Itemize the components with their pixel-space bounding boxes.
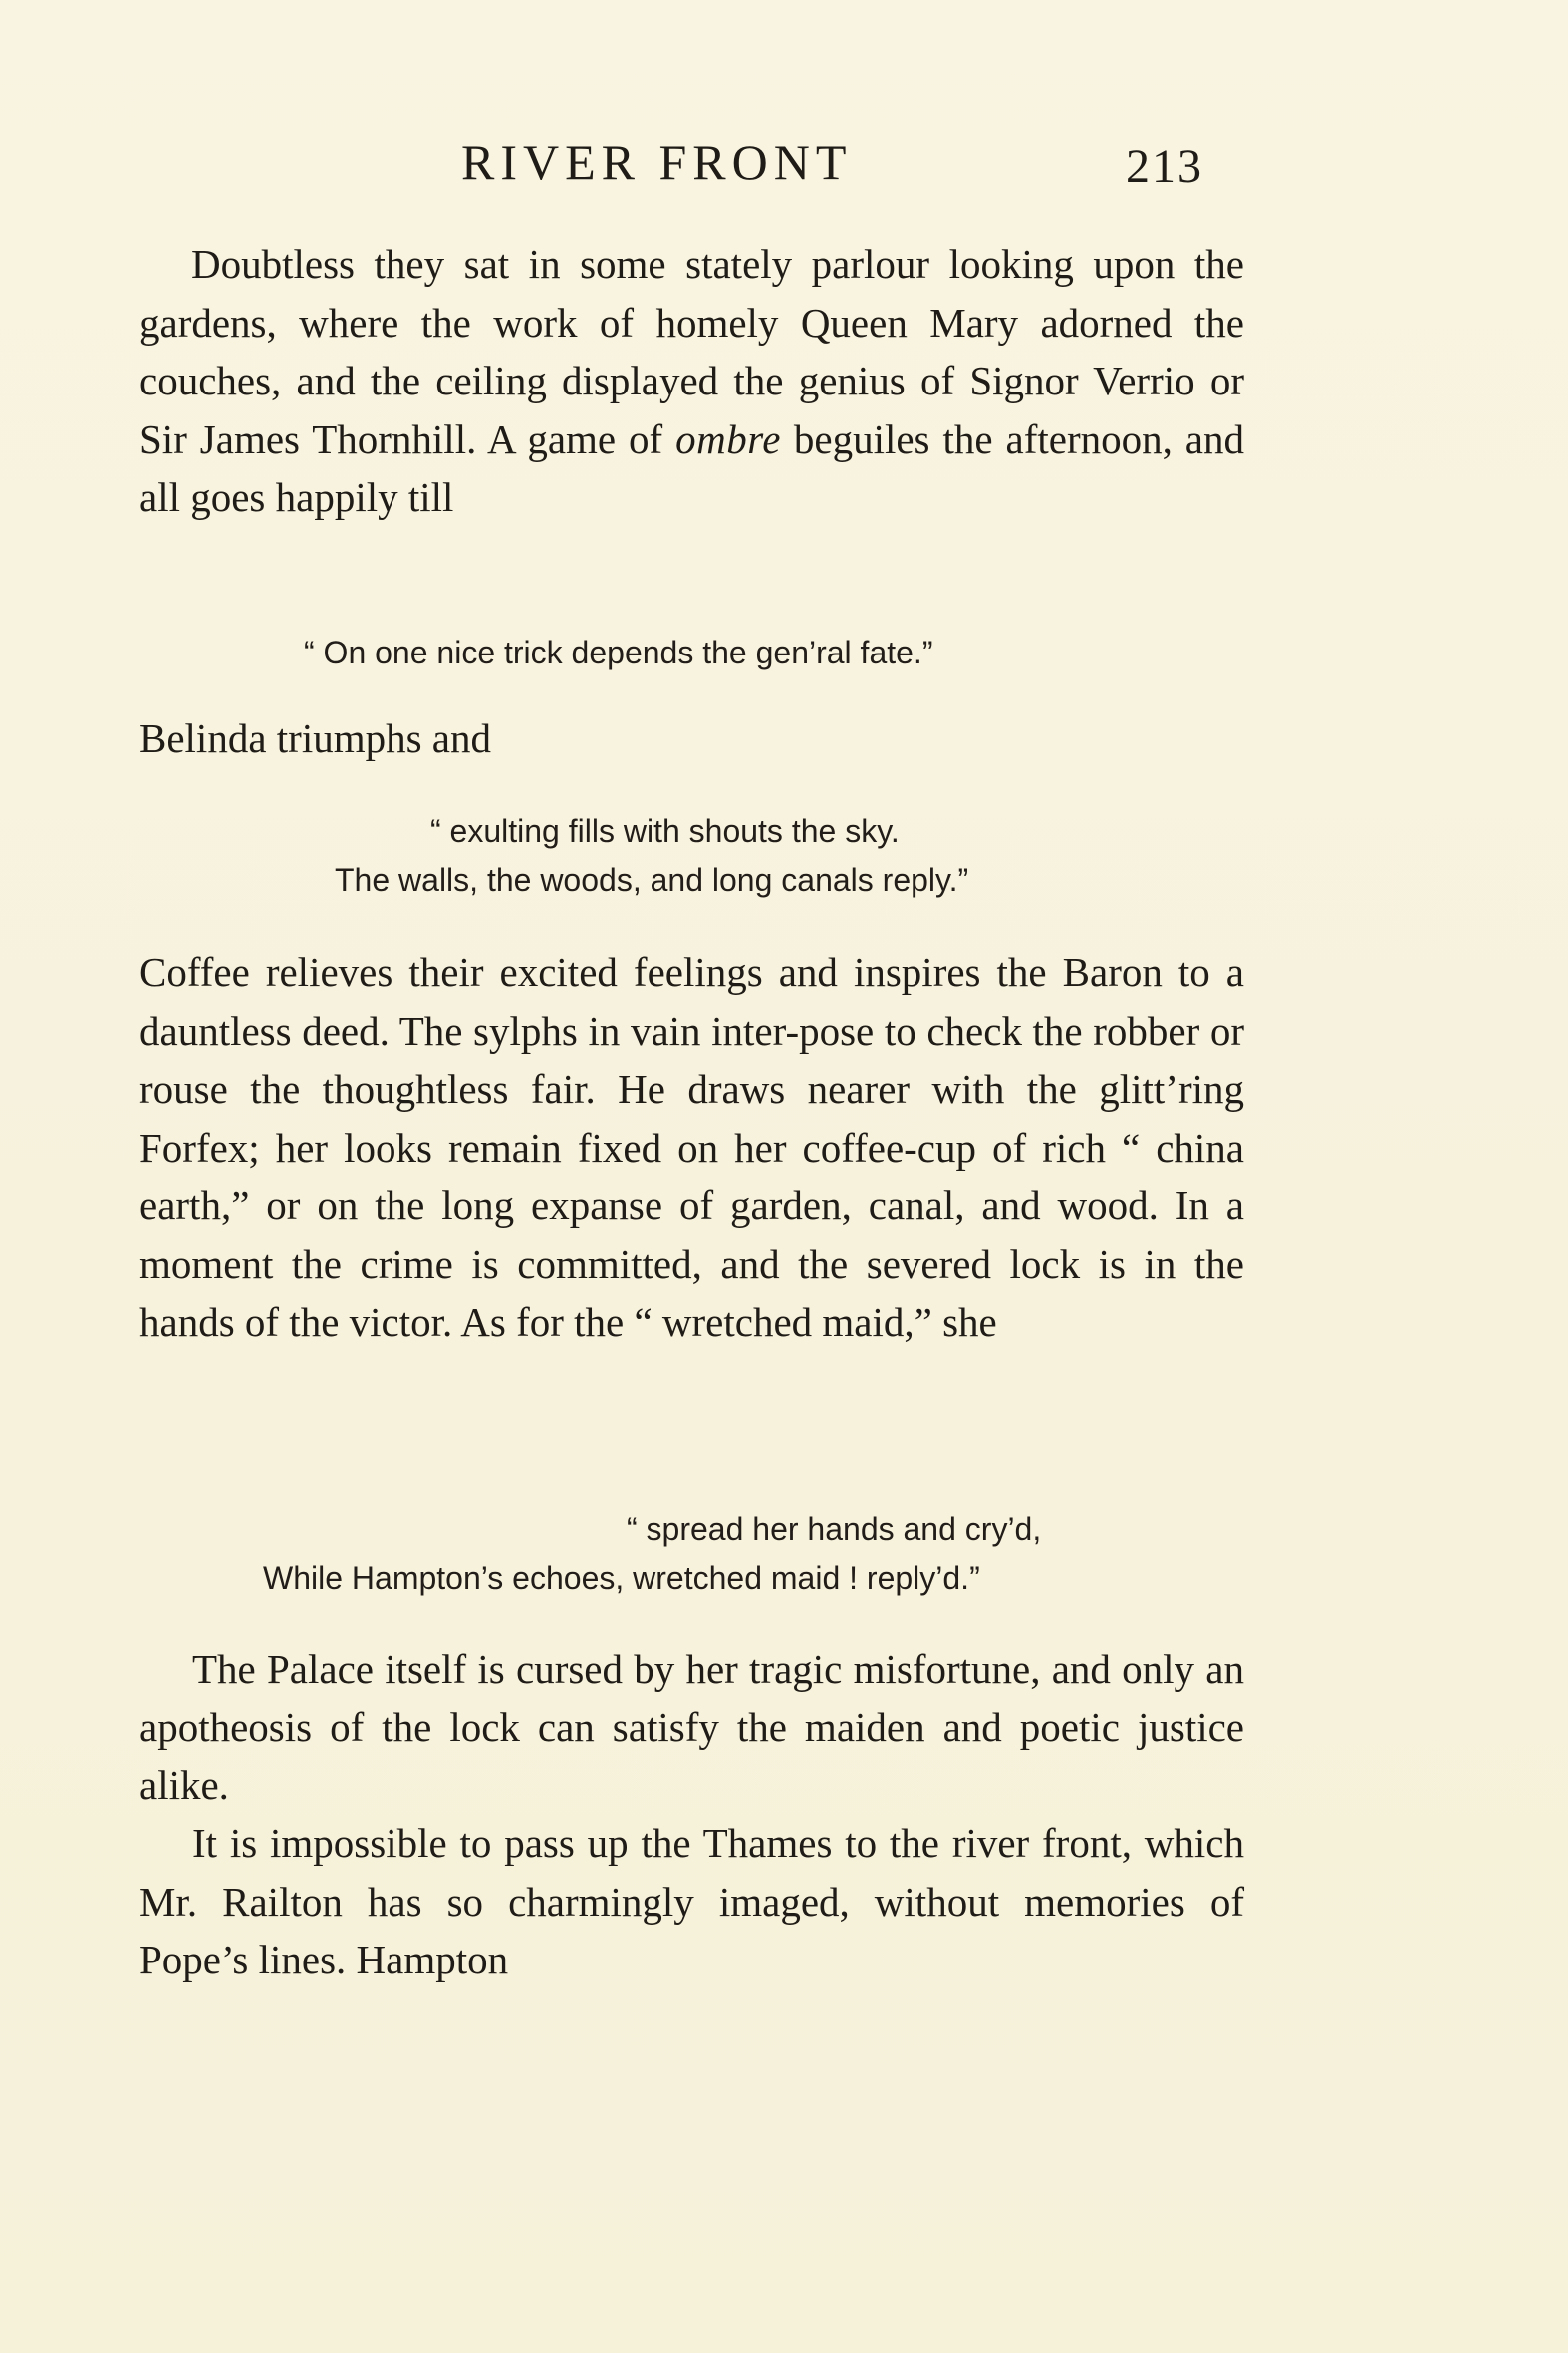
verse-nice-trick: “ On one nice trick depends the gen’ral fate.”: [304, 635, 933, 670]
verse-spread-hands-line: “ spread her hands and cry’d,: [627, 1511, 1042, 1547]
verse-hampton-echoes-line: While Hampton’s echoes, wretched maid ! reply’d.”: [263, 1560, 980, 1596]
paragraph-stately-parlour: [139, 235, 1244, 527]
running-head-title: RIVER FRONT: [461, 134, 853, 190]
page-number: 213: [1126, 140, 1203, 193]
paragraph-belinda: Belinda triumphs and: [139, 715, 492, 761]
paragraph-1-text-after-italic: beguiles the afternoon, and all goes happily till: [139, 415, 1244, 520]
paragraph-palace-cursed: The Palace itself is cursed by her tragic misfortune, and only an apotheosis of the lock can satisfy the maiden and poetic justice alike.: [139, 1646, 1244, 1808]
ombre-italic-word: ombre: [675, 415, 781, 462]
paragraph-thames-river-front: It is impossible to pass up the Thames to the river front, which Mr. Railton has so charmingly imaged, without memories of Pope’s lines. Hampton: [139, 1820, 1244, 1982]
paragraph-1-text-before-italic: Doubtless they sat in some stately parlour looking upon the gardens, where the work of homely Queen Mary adorned the couches, and the ceiling displayed the genius of Signor Verrio or Sir James Thornhill. A game of: [139, 241, 1244, 462]
verse-exulting-line: “ exulting fills with shouts the sky.: [430, 813, 900, 849]
paragraph-coffee-baron: Coffee relieves their excited feelings and inspires the Baron to a dauntless deed. The sylphs in vain inter-pose to check the robber or rouse the thoughtless fair. He draws nearer with the glitt’ring Forfex; her looks remain fixed on her coffee-cup of rich “ china earth,” or on the long expanse of garden, canal, and wood. In a moment the crime is committed, and the severed lock is in the hands of the victor. As for the “ wretched maid,” she: [139, 949, 1244, 1345]
running-head: [0, 134, 1568, 207]
verse-walls-woods-line: The walls, the woods, and long canals reply.”: [335, 862, 969, 898]
